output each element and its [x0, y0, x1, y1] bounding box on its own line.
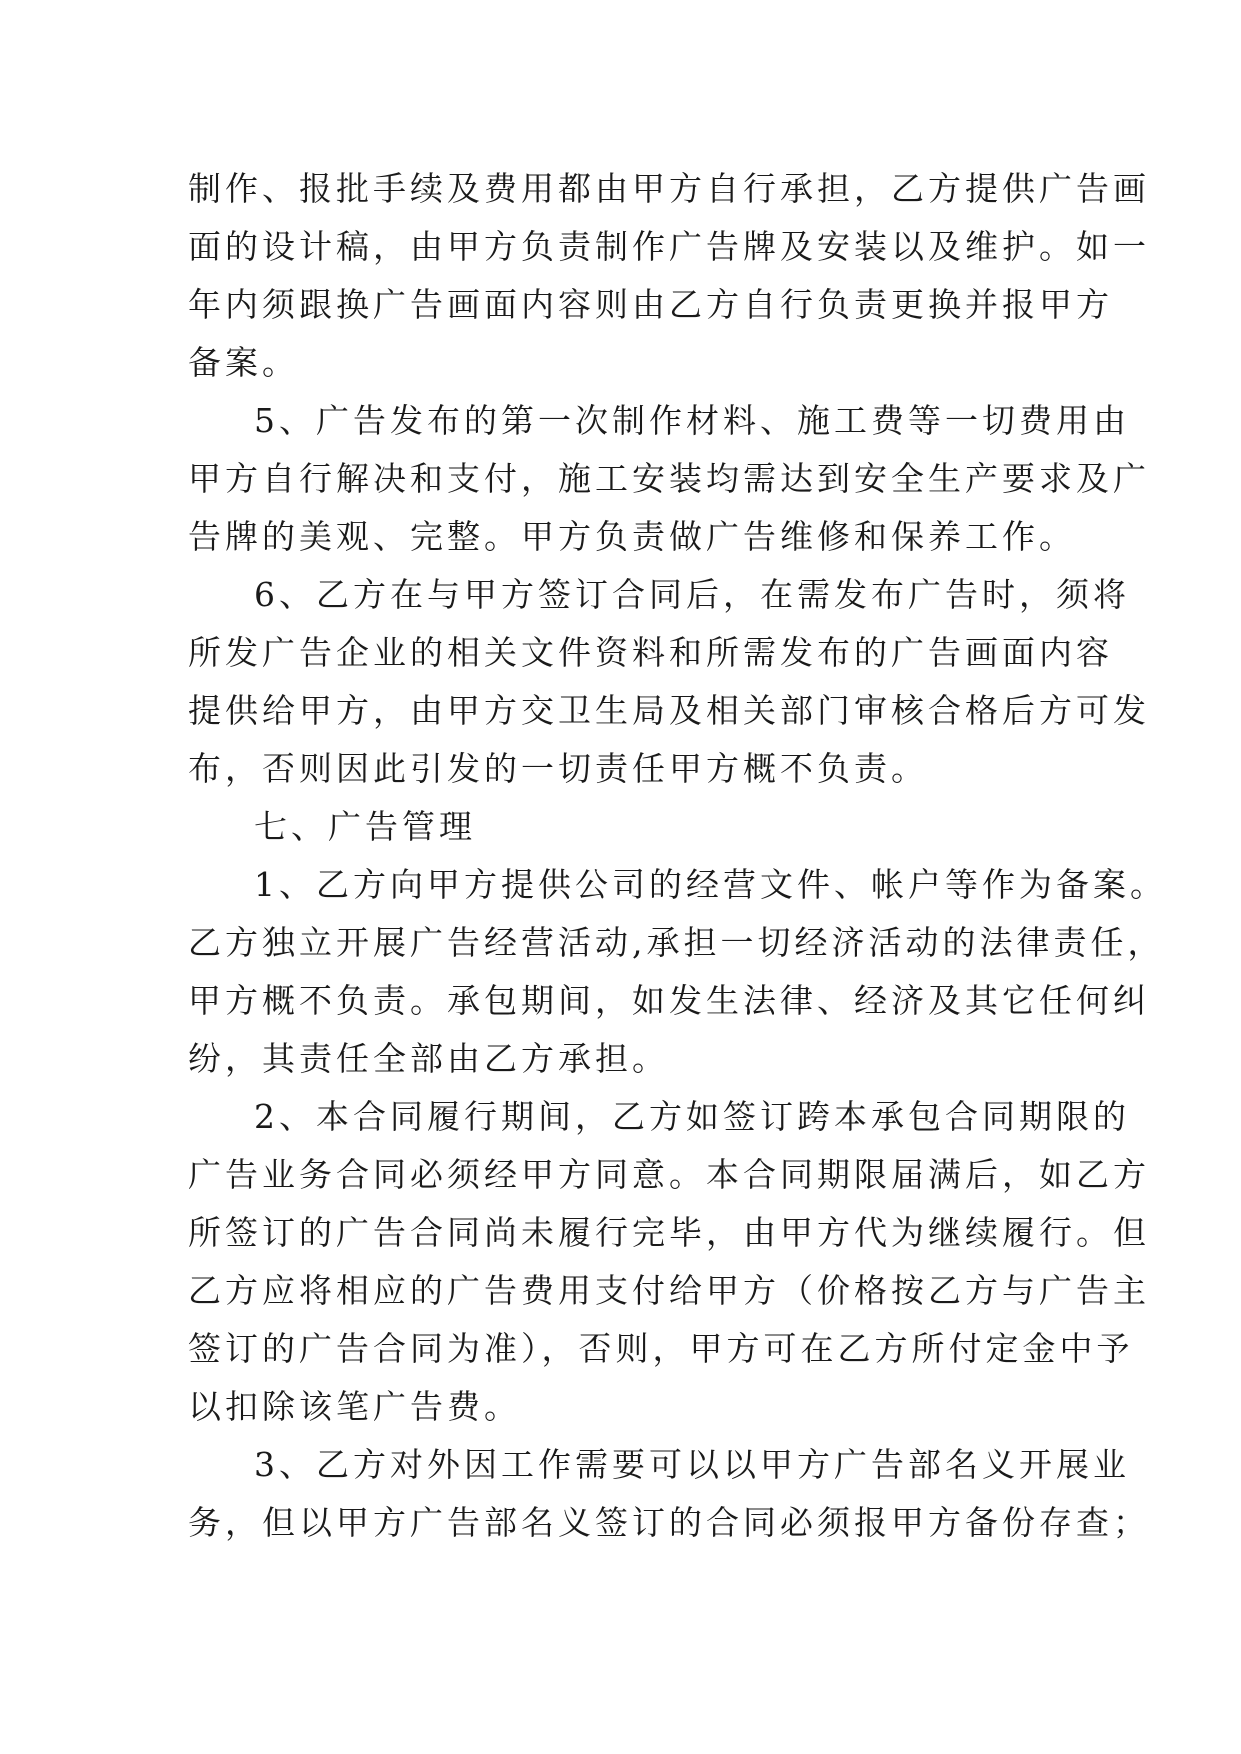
text-line: 布，否则因此引发的一切责任甲方概不负责。: [188, 749, 928, 788]
text-line: 乙方独立开展广告经营活动,承担一切经济活动的法律责任，: [188, 923, 1165, 962]
paragraph-mgmt-2: [188, 1088, 1150, 1436]
paragraph-clause-5: [188, 392, 1150, 566]
text-line: 提供给甲方，由甲方交卫生局及相关部门审核合格后方可发: [188, 691, 1150, 730]
paragraph-mgmt-1: [188, 856, 1167, 1088]
text-line: 纷，其责任全部由乙方承担。: [188, 1039, 669, 1078]
document-body: [188, 160, 1167, 1552]
text-line: 所发广告企业的相关文件资料和所需发布的广告画面内容: [188, 633, 1113, 672]
paragraph-clause-6: [188, 566, 1150, 798]
paragraph-mgmt-3: [188, 1436, 1150, 1552]
text-line: 签订的广告合同为准），否则，甲方可在乙方所付定金中予: [188, 1329, 1134, 1368]
text-line: 告牌的美观、完整。甲方负责做广告维修和保养工作。: [188, 517, 1076, 556]
text-line: 3、乙方对外因工作需要可以以甲方广告部名义开展业: [254, 1445, 1130, 1484]
text-line: 面的设计稿，由甲方负责制作广告牌及安装以及维护。如一: [188, 227, 1150, 266]
text-line: 年内须跟换广告画面内容则由乙方自行负责更换并报甲方: [188, 285, 1113, 324]
text-line: 5、广告发布的第一次制作材料、施工费等一切费用由: [254, 401, 1130, 440]
text-line: 甲方概不负责。承包期间，如发生法律、经济及其它任何纠: [188, 981, 1150, 1020]
section-heading-ad-management: [188, 798, 1058, 856]
text-line: 以扣除该笔广告费。: [188, 1387, 521, 1426]
text-line: 2、本合同履行期间，乙方如签订跨本承包合同期限的: [254, 1097, 1130, 1136]
text-line: 备案。: [188, 343, 299, 382]
paragraph-continuation: [188, 160, 1150, 392]
text-line: 务，但以甲方广告部名义签订的合同必须报甲方备份存查；: [188, 1503, 1150, 1542]
text-line: 所签订的广告合同尚未履行完毕，由甲方代为继续履行。但: [188, 1213, 1150, 1252]
text-line: 乙方应将相应的广告费用支付给甲方（价格按乙方与广告主: [188, 1271, 1150, 1310]
text-line: 甲方自行解决和支付，施工安装均需达到安全生产要求及广: [188, 459, 1150, 498]
text-line: 1、乙方向甲方提供公司的经营文件、帐户等作为备案。: [254, 865, 1167, 904]
text-line: 广告业务合同必须经甲方同意。本合同期限届满后，如乙方: [188, 1155, 1150, 1194]
text-line: 制作、报批手续及费用都由甲方自行承担，乙方提供广告画: [188, 169, 1150, 208]
section-heading: 七、广告管理: [254, 807, 476, 846]
text-line: 6、乙方在与甲方签订合同后，在需发布广告时，须将: [254, 575, 1130, 614]
